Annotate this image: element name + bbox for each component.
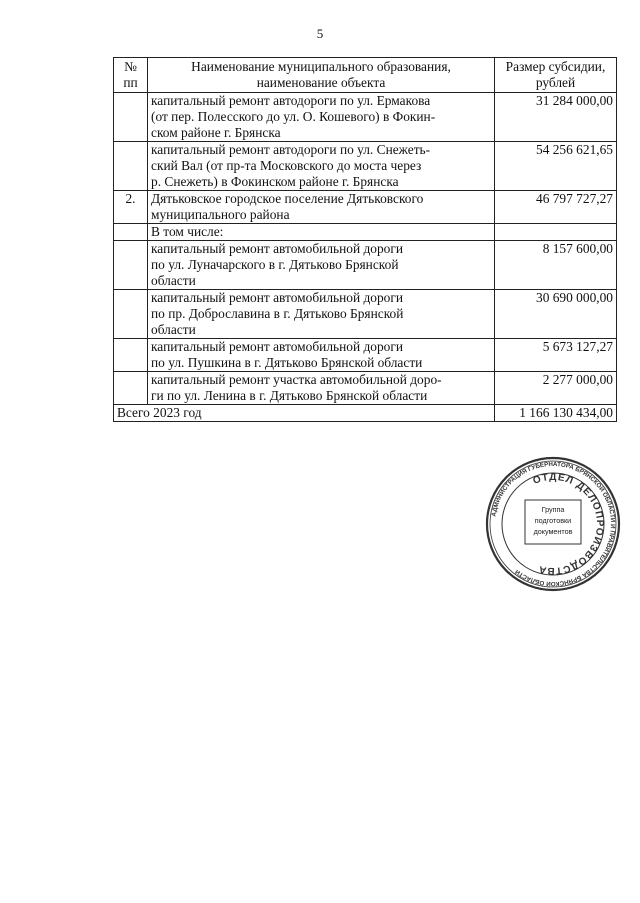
table-row: [114, 224, 617, 241]
row-number: [114, 372, 148, 405]
row-amount: 8 157 600,00: [495, 241, 617, 290]
row-object-name: Дятьковское городское поселение Дятьковского муниципального района: [148, 191, 495, 224]
row-number: [114, 93, 148, 142]
table-row: [114, 339, 617, 372]
row-number: [114, 290, 148, 339]
row-number: [114, 241, 148, 290]
table-body: [114, 93, 617, 405]
row-amount: [495, 224, 617, 241]
total-amount: 1 166 130 434,00: [495, 405, 617, 422]
row-number: 2.: [114, 191, 148, 224]
table-row: [114, 241, 617, 290]
subsidy-table: [113, 57, 617, 422]
row-object-name: В том числе:: [148, 224, 495, 241]
row-object-name: капитальный ремонт автомобильной дороги по ул. Пушкина в г. Дятьково Брянской области: [148, 339, 495, 372]
table-row: [114, 142, 617, 191]
stamp-center-line-3: документов: [533, 527, 573, 536]
table-row: [114, 290, 617, 339]
table-row: [114, 93, 617, 142]
row-object-name: капитальный ремонт автодороги по ул. Снежеть- ский Вал (от пр-та Московского до моста через р. Снежеть) в Фокинском районе г. Брянска: [148, 142, 495, 191]
row-object-name: капитальный ремонт участка автомобильной доро- ги по ул. Ленина в г. Дятьково Брянской области: [148, 372, 495, 405]
total-row: [114, 405, 617, 422]
stamp-center-line-2: подготовки: [534, 516, 572, 525]
table-row: [114, 191, 617, 224]
table-header-row: [114, 58, 617, 93]
row-object-name: капитальный ремонт автодороги по ул. Ермакова (от пер. Полесского до ул. О. Кошевого) в Фокин- ском районе г. Брянска: [148, 93, 495, 142]
row-amount: 31 284 000,00: [495, 93, 617, 142]
row-object-name: капитальный ремонт автомобильной дороги по ул. Луначарского в г. Дятьково Брянской области: [148, 241, 495, 290]
total-label: Всего 2023 год: [114, 405, 495, 422]
header-number: № пп: [114, 58, 148, 93]
department-stamp: [485, 456, 621, 592]
stamp-outer-text: АДМИНИСТРАЦИЯ ГУБЕРНАТОРА БРЯНСКОЙ ОБЛАСТИ И ПРАВИТЕЛЬСТВА БРЯНСКОЙ ОБЛАСТИ: [490, 460, 617, 588]
row-number: [114, 142, 148, 191]
header-amount: Размер субсидии, рублей: [495, 58, 617, 93]
row-amount: 54 256 621,65: [495, 142, 617, 191]
row-number: [114, 224, 148, 241]
row-amount: 30 690 000,00: [495, 290, 617, 339]
stamp-center-line-1: Группа: [541, 505, 565, 514]
row-amount: 5 673 127,27: [495, 339, 617, 372]
row-number: [114, 339, 148, 372]
stamp-inner-text: ОТДЕЛ ДЕЛОПРОИЗВОДСТВА: [531, 471, 606, 577]
table-row: [114, 372, 617, 405]
row-object-name: капитальный ремонт автомобильной дороги по пр. Доброславина в г. Дятьково Брянской области: [148, 290, 495, 339]
header-name: Наименование муниципального образования, наименование объекта: [148, 58, 495, 93]
row-amount: 46 797 727,27: [495, 191, 617, 224]
page-number: 5: [316, 26, 324, 41]
row-amount: 2 277 000,00: [495, 372, 617, 405]
